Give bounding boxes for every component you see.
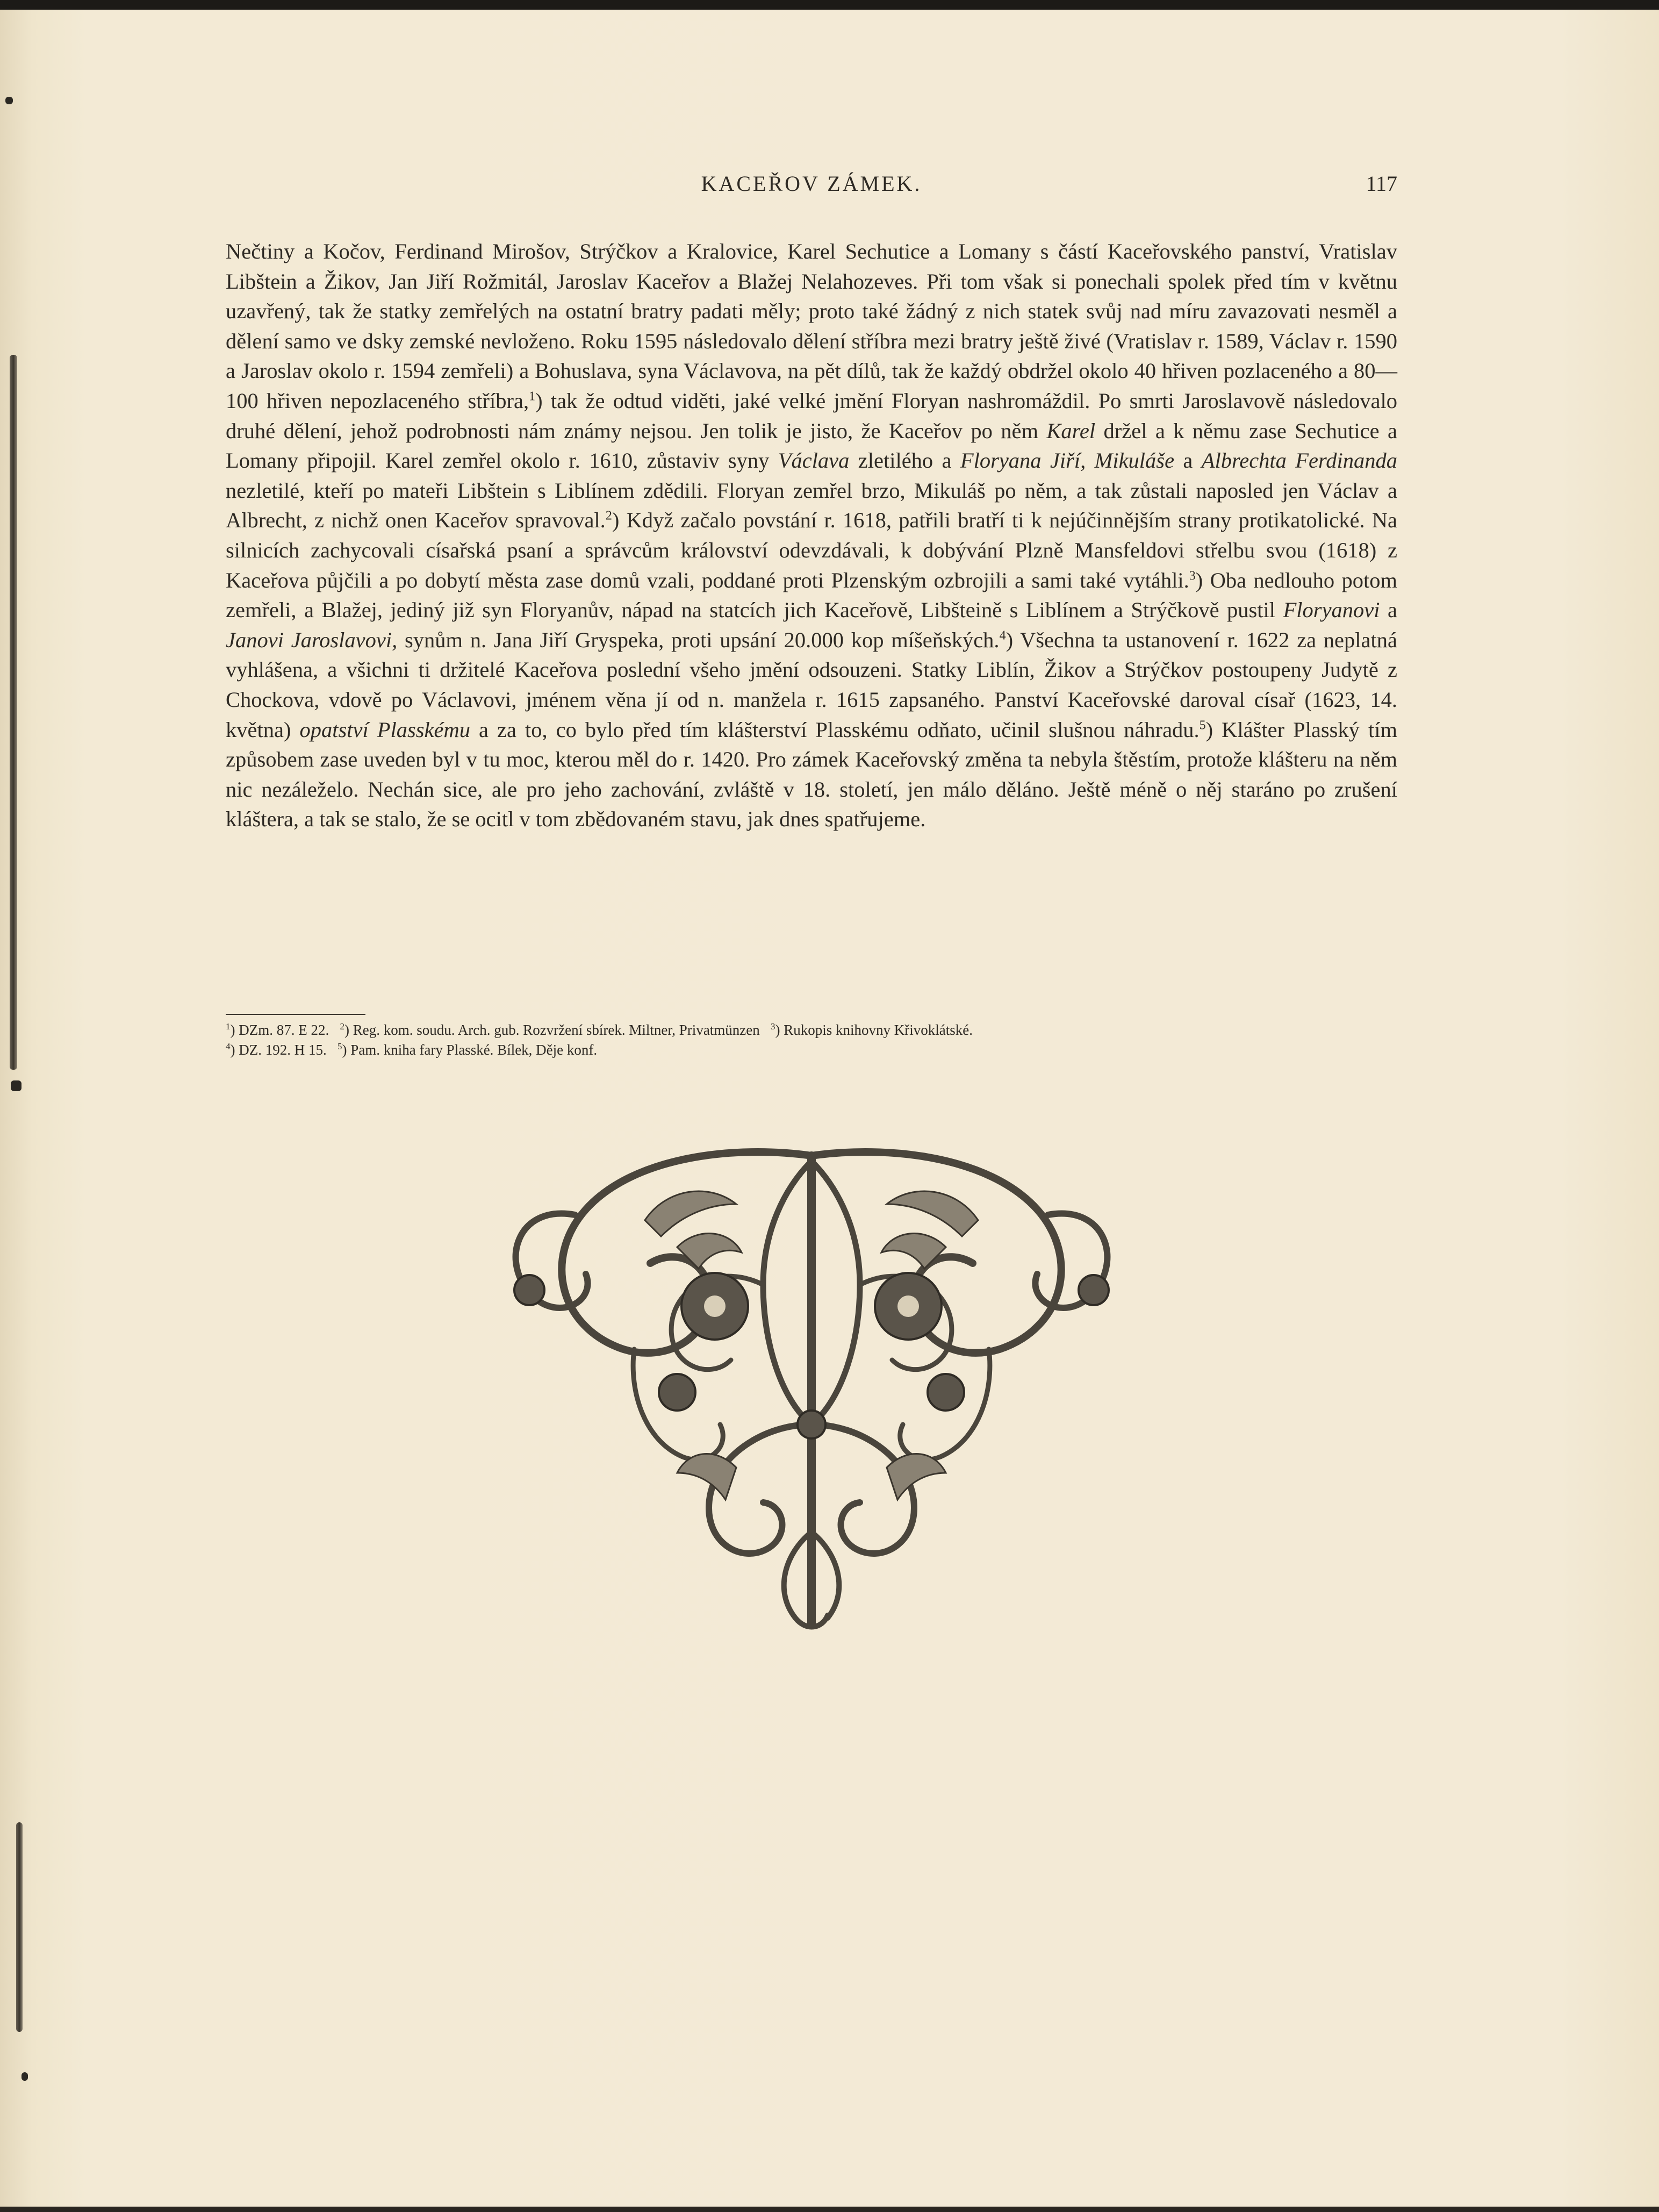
text-run: a — [1380, 598, 1397, 622]
body-text — [226, 237, 1397, 834]
left-leaf — [645, 1191, 736, 1236]
text-run: synům n. Jana Jiří Gryspeka, proti upsání 20.000 kop míšeňských. — [397, 627, 1000, 652]
wrought-iron-ornament-icon — [484, 1123, 1139, 1661]
text-run: zletilého a — [849, 448, 960, 473]
text-run: a — [1174, 448, 1202, 473]
footnote-ref: 3 — [1189, 569, 1196, 583]
italic-name: Floryana Jiří, Mikuláše — [960, 448, 1175, 473]
lower-right-leaf — [887, 1454, 946, 1500]
binding-mark — [21, 2072, 28, 2081]
text-run: ) Když začalo povstání r. 1618, patřili bratří ti k nejúčinnějším strany protikatolické. Na silnicích zachycovali císařská psaní a správcům království odevzdávali, k dobývání Plzně Mansfeldovi střelbu svou (1618) z Kaceřova půjčili a po dobytí města zase domů vzali, poddané proti Plzenským ozbrojili a sami také vytáhli. — [226, 508, 1397, 592]
right-leaf — [887, 1191, 978, 1236]
text-run: držel a k němu zase Sechutice a Lomany připojil. Karel zemřel okolo r. 1610, zůstaviv syny — [226, 418, 1397, 473]
footnote-mark: 1 — [226, 1021, 231, 1032]
right-end-knob — [1079, 1275, 1109, 1305]
text-run: Nečtiny a Kočov, Ferdinand Mirošov, Strýčkov a Kralovice, Karel Sechutice a Lomany s částí Kaceřovského panství, Vratislav Libštein a Žikov, Jan Jiří Rožmitál, Jaroslav Kaceřov a Blažej Nelahozeves. Při tom však si ponechali spolek před tím v květnu uzavřený, tak že statky zemřelých na ostatní bratry padati měly; proto také žádný z nich statek svůj nad míru zavazovati nesměl a dělení samo ve dsky zemské nevloženo. Roku 1595 následovalo dělení stříbra mezi bratry ještě živé (Vratislav r. 1589, Václav r. 1590 a Jaroslav okolo r. 1594 zemřeli) a Bohuslava, syna Václavova, na pět dílů, tak že každý obdržel okolo 40 hřiven pozlaceného a 80—100 hřiven nepozlaceného stříbra, — [226, 239, 1397, 413]
text-run: ) tak že odtud viděti, jaké velké jmění Floryan nashromáždil. Po smrti Jaroslavově následovalo druhé dělení, jehož podrobnosti nám známy nejsou. Jen tolik je jisto, že Kaceřov po něm — [226, 388, 1397, 443]
italic-name: Albrechta Ferdinanda — [1201, 448, 1397, 473]
text-run: ) Všechna ta ustanovení r. 1622 za neplatná vyhlášena, a všichni ti držitelé Kaceřova poslední všeho jmění odsouzeni. Statky Liblín, Žikov a Strýčkov postoupeny Judytě z Chockova, vdově po Václavovi, jménem věna jí od n. manžela r. 1615 zapsaného. Panství Kaceřovské daroval císař (1623, 14. května) — [226, 627, 1397, 742]
italic-name: opatství Plasskému — [299, 717, 470, 742]
footnote-5: ) Pam. kniha fary Plasské. Bílek, Děje konf. — [342, 1042, 598, 1058]
lower-left-leaf — [677, 1454, 736, 1500]
footnote-1: ) DZm. 87. E 22. — [230, 1022, 329, 1038]
page-top-edge — [0, 0, 1659, 10]
italic-name: Janovi Jaroslavovi, — [226, 627, 398, 652]
running-head — [226, 168, 1397, 200]
text-run: a za to, co bylo před tím klášterství Plasskému odňato, učinil slušnou náhradu. — [470, 717, 1200, 742]
text-run: ) Klášter Plasský tím způsobem zase uveden byl v tu moc, kterou měl do r. 1420. Pro zámek Kaceřovský změna ta nebyla štěstím, protože klášteru na něm nic nezáleželo. Nechán sice, ale pro jeho zachování, zvláště v 18. století, jen málo děláno. Ještě méně o něj staráno po zrušení kláštera, a tak se stalo, že se ocitl v tom zbědovaném stavu, jak dnes spatřujeme. — [226, 717, 1397, 832]
left-small-rosette — [659, 1374, 695, 1411]
footnote-mark: 5 — [337, 1041, 342, 1051]
page-bottom-edge — [0, 2207, 1659, 2212]
footnote-mark: 2 — [340, 1021, 344, 1032]
footnote-ref: 2 — [605, 509, 612, 523]
binding-shadow — [10, 355, 17, 1070]
footnote-ref: 4 — [999, 628, 1006, 643]
italic-name: Floryanovi — [1283, 598, 1380, 622]
footnote-rule — [226, 1014, 365, 1015]
italic-name: Karel — [1046, 418, 1096, 443]
running-title: KACEŘOV ZÁMEK. — [701, 171, 922, 196]
footnote-mark: 3 — [771, 1021, 775, 1032]
paragraph — [226, 237, 1397, 834]
footnote-3: ) Rukopis knihovny Křivoklátské. — [775, 1022, 973, 1038]
footnote-ref: 1 — [529, 389, 536, 404]
footnote-mark: 4 — [226, 1041, 231, 1051]
italic-name: Václava — [778, 448, 850, 473]
binding-mark — [11, 1080, 21, 1091]
binding-mark — [5, 97, 13, 104]
footnotes — [226, 1020, 1397, 1060]
footnote-line — [226, 1020, 1397, 1040]
binding-shadow — [16, 1822, 23, 2032]
footnote-2: ) Reg. kom. soudu. Arch. gub. Rozvržení sbírek. Miltner, Privatmünzen — [344, 1022, 760, 1038]
text-run: ) Oba nedlouho potom zemřeli, a Blažej, jediný již syn Floryanův, nápad na statcích jich Kaceřově, Libšteině s Liblínem a Strýčkově pustil — [226, 568, 1397, 622]
text-run: nezletilé, kteří po mateři Libštein s Liblínem zdědili. Floryan zemřel brzo, Mikuláš po něm, a tak zůstali naposled jen Václav a Albrecht, z nichž onen Kaceřov spravoval. — [226, 478, 1397, 533]
footnote-line — [226, 1040, 1397, 1060]
page-number: 117 — [1366, 171, 1397, 196]
footnote-4: ) DZ. 192. H 15. — [230, 1042, 327, 1058]
center-knob — [798, 1411, 825, 1438]
footnote-ref: 5 — [1199, 718, 1206, 732]
left-end-knob — [514, 1275, 544, 1305]
right-small-rosette — [928, 1374, 964, 1411]
tail-left — [784, 1532, 828, 1627]
